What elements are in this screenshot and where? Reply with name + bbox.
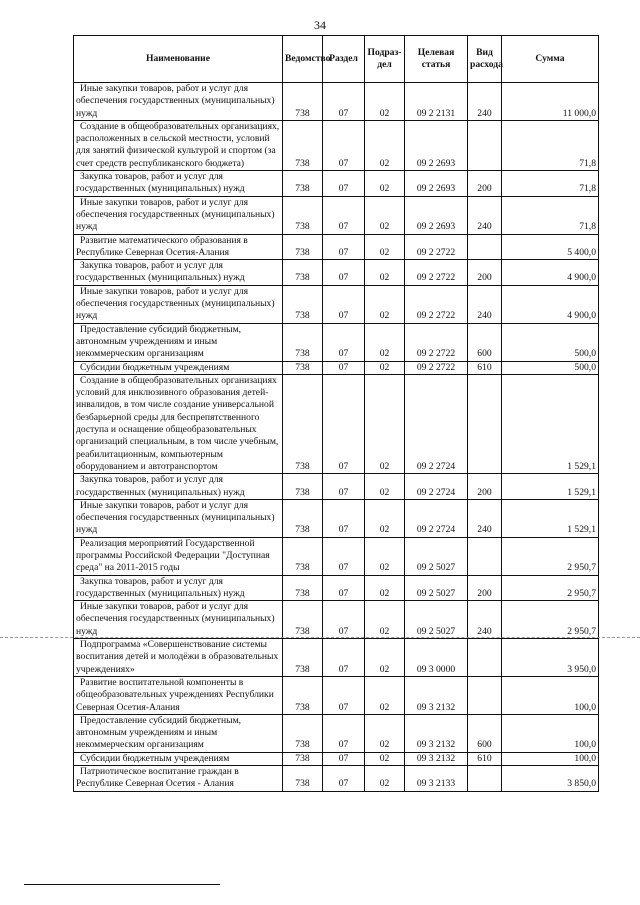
budget-table	[73, 35, 599, 792]
page-number: 34	[314, 18, 326, 32]
cell-name	[74, 537, 283, 575]
table-row	[74, 676, 599, 714]
cell-subsection: 02	[365, 361, 405, 374]
cell-dept: 738	[283, 234, 323, 260]
row-name-text: Субсидии бюджетным учреждениям	[80, 752, 230, 764]
cell-subsection: 02	[365, 374, 405, 473]
cell-name	[74, 601, 283, 639]
cell-target: 09 2 2131	[405, 83, 468, 121]
cell-section: 07	[323, 676, 365, 714]
table-row	[74, 234, 599, 260]
cell-section: 07	[323, 766, 365, 792]
cell-name	[74, 171, 283, 197]
header-target: Целевая статья	[405, 36, 468, 83]
cell-target: 09 3 2132	[405, 752, 468, 765]
cell-section: 07	[323, 234, 365, 260]
header-name: Наименование	[74, 36, 283, 83]
cell-section: 07	[323, 171, 365, 197]
cell-target: 09 2 2722	[405, 260, 468, 286]
row-name-text: Иные закупки товаров, работ и услуг для обеспечения государственных (муниципальных) нужд	[76, 601, 275, 637]
cell-subsection: 02	[365, 120, 405, 170]
cell-sum: 5 400,0	[502, 234, 599, 260]
row-name-text: Предоставление субсидий бюджетным, автономным учреждениям и иным некоммерческим организациям	[76, 714, 242, 751]
cell-sum: 100,0	[502, 676, 599, 714]
header-exp-type: Вид расхода	[468, 36, 502, 83]
row-name-text: Реализация мероприятий Государственной программы Российской Федерации "Доступная среда" на 2011-2015 годы	[76, 537, 270, 574]
header-dept: Ведомство	[283, 36, 323, 83]
cell-sum: 100,0	[502, 714, 599, 752]
table-row	[74, 361, 599, 374]
cell-section: 07	[323, 285, 365, 323]
cell-target: 09 2 2722	[405, 285, 468, 323]
scan-dash-line	[0, 637, 640, 638]
cell-name	[74, 285, 283, 323]
row-name-text: Закупка товаров, работ и услуг для государственных (муниципальных) нужд	[76, 474, 245, 498]
cell-name	[74, 714, 283, 752]
cell-sum: 4 900,0	[502, 285, 599, 323]
cell-exp-type: 610	[468, 361, 502, 374]
cell-dept: 738	[283, 83, 323, 121]
cell-dept: 738	[283, 474, 323, 500]
cell-dept: 738	[283, 196, 323, 234]
cell-dept: 738	[283, 714, 323, 752]
cell-subsection: 02	[365, 766, 405, 792]
cell-subsection: 02	[365, 714, 405, 752]
cell-section: 07	[323, 361, 365, 374]
cell-target: 09 2 2722	[405, 234, 468, 260]
cell-section: 07	[323, 601, 365, 639]
cell-name	[74, 234, 283, 260]
cell-dept: 738	[283, 575, 323, 601]
cell-exp-type: 240	[468, 196, 502, 234]
cell-exp-type	[468, 374, 502, 473]
cell-name	[74, 752, 283, 765]
cell-exp-type	[468, 537, 502, 575]
cell-sum: 3 850,0	[502, 766, 599, 792]
table-row	[74, 323, 599, 361]
cell-exp-type: 240	[468, 499, 502, 537]
cell-subsection: 02	[365, 499, 405, 537]
cell-subsection: 02	[365, 474, 405, 500]
cell-sum: 71,8	[502, 196, 599, 234]
cell-dept: 738	[283, 323, 323, 361]
cell-subsection: 02	[365, 601, 405, 639]
cell-dept: 738	[283, 676, 323, 714]
table-row	[74, 260, 599, 286]
header-section: Раздел	[323, 36, 365, 83]
table-body	[74, 83, 599, 792]
cell-sum: 2 950,7	[502, 575, 599, 601]
cell-sum: 11 000,0	[502, 83, 599, 121]
cell-name	[74, 361, 283, 374]
cell-sum: 71,8	[502, 171, 599, 197]
cell-section: 07	[323, 260, 365, 286]
cell-subsection: 02	[365, 234, 405, 260]
cell-name	[74, 260, 283, 286]
cell-dept: 738	[283, 752, 323, 765]
cell-exp-type: 240	[468, 83, 502, 121]
cell-exp-type	[468, 766, 502, 792]
row-name-text: Развитие математического образования в Республике Северная Осетия-Алания	[76, 234, 248, 258]
cell-dept: 738	[283, 499, 323, 537]
cell-sum: 1 529,1	[502, 499, 599, 537]
row-name-text: Закупка товаров, работ и услуг для государственных (муниципальных) нужд	[76, 171, 245, 195]
table-header-row	[74, 36, 599, 83]
cell-sum: 71,8	[502, 120, 599, 170]
cell-target: 09 2 2724	[405, 374, 468, 473]
header-sum: Сумма	[502, 36, 599, 83]
cell-target: 09 2 2722	[405, 361, 468, 374]
cell-section: 07	[323, 575, 365, 601]
cell-section: 07	[323, 537, 365, 575]
cell-dept: 738	[283, 374, 323, 473]
cell-name	[74, 575, 283, 601]
row-name-text: Иные закупки товаров, работ и услуг для обеспечения государственных (муниципальных) нужд	[76, 196, 275, 233]
table-row	[74, 766, 599, 792]
row-name-text: Закупка товаров, работ и услуг для государственных (муниципальных) нужд	[76, 575, 245, 599]
row-name-text: Предоставление субсидий бюджетным, автономным учреждениям и иным некоммерческим организациям	[76, 323, 242, 360]
table-row	[74, 83, 599, 121]
cell-subsection: 02	[365, 537, 405, 575]
cell-dept: 738	[283, 537, 323, 575]
cell-exp-type: 200	[468, 260, 502, 286]
header-subsection: Подраз-дел	[365, 36, 405, 83]
cell-sum: 500,0	[502, 361, 599, 374]
cell-exp-type	[468, 120, 502, 170]
cell-subsection: 02	[365, 83, 405, 121]
cell-subsection: 02	[365, 323, 405, 361]
cell-dept: 738	[283, 260, 323, 286]
cell-subsection: 02	[365, 196, 405, 234]
cell-sum: 100,0	[502, 752, 599, 765]
cell-sum: 2 950,7	[502, 537, 599, 575]
cell-name	[74, 639, 283, 677]
table-row	[74, 499, 599, 537]
cell-name	[74, 323, 283, 361]
row-name-text: Субсидии бюджетным учреждениям	[80, 361, 230, 373]
cell-target: 09 2 2724	[405, 499, 468, 537]
cell-exp-type: 610	[468, 752, 502, 765]
table-row	[74, 537, 599, 575]
cell-subsection: 02	[365, 639, 405, 677]
cell-exp-type: 600	[468, 714, 502, 752]
table-row	[74, 575, 599, 601]
table-row	[74, 374, 599, 473]
table-row	[74, 120, 599, 170]
cell-target: 09 3 2132	[405, 714, 468, 752]
cell-exp-type	[468, 234, 502, 260]
row-name-text: Закупка товаров, работ и услуг для государственных (муниципальных) нужд	[76, 260, 245, 284]
row-name-text: Иные закупки товаров, работ и услуг для обеспечения государственных (муниципальных) нужд	[76, 285, 275, 322]
row-name-text: Развитие воспитательной компоненты в общеобразовательных учреждениях Республики Северная Осетия-Алания	[76, 676, 274, 713]
cell-sum: 1 529,1	[502, 374, 599, 473]
cell-target: 09 2 2693	[405, 120, 468, 170]
cell-exp-type: 200	[468, 575, 502, 601]
cell-subsection: 02	[365, 260, 405, 286]
cell-target: 09 2 2724	[405, 474, 468, 500]
cell-section: 07	[323, 474, 365, 500]
cell-subsection: 02	[365, 676, 405, 714]
cell-name	[74, 676, 283, 714]
cell-target: 09 2 2722	[405, 323, 468, 361]
cell-name	[74, 474, 283, 500]
table-row	[74, 285, 599, 323]
cell-dept: 738	[283, 120, 323, 170]
cell-exp-type	[468, 639, 502, 677]
table-row	[74, 714, 599, 752]
cell-target: 09 3 2133	[405, 766, 468, 792]
cell-subsection: 02	[365, 575, 405, 601]
cell-sum: 500,0	[502, 323, 599, 361]
cell-sum: 3 950,0	[502, 639, 599, 677]
row-name-text: Патриотическое воспитание граждан в Республике Северная Осетия - Алания	[76, 766, 239, 790]
cell-section: 07	[323, 374, 365, 473]
cell-target: 09 2 2693	[405, 171, 468, 197]
cell-target: 09 3 2132	[405, 676, 468, 714]
cell-dept: 738	[283, 361, 323, 374]
cell-target: 09 2 5027	[405, 575, 468, 601]
cell-section: 07	[323, 323, 365, 361]
cell-exp-type: 240	[468, 285, 502, 323]
cell-target: 09 2 5027	[405, 537, 468, 575]
cell-section: 07	[323, 639, 365, 677]
table-row	[74, 474, 599, 500]
cell-section: 07	[323, 120, 365, 170]
cell-dept: 738	[283, 601, 323, 639]
table-row	[74, 196, 599, 234]
cell-name	[74, 374, 283, 473]
cell-sum: 1 529,1	[502, 474, 599, 500]
cell-dept: 738	[283, 639, 323, 677]
table-row	[74, 171, 599, 197]
cell-name	[74, 83, 283, 121]
row-name-text: Создание в общеобразовательных организациях условий для инклюзивного образования детей-инвалидов, в том числе создание универсальной безбарьерной среды для беспрепятственного доступа и оснащение общеобразовательных организаций специальным, в том числе учебным, реабилитационным, компьютерным оборудованием и автотранспортом	[76, 374, 279, 472]
cell-name	[74, 499, 283, 537]
row-name-text: Иные закупки товаров, работ и услуг для обеспечения государственных (муниципальных) нужд	[76, 83, 275, 119]
cell-section: 07	[323, 83, 365, 121]
table-row	[74, 601, 599, 639]
cell-section: 07	[323, 752, 365, 765]
table-row	[74, 639, 599, 677]
cell-sum: 4 900,0	[502, 260, 599, 286]
cell-subsection: 02	[365, 752, 405, 765]
footnote-separator	[24, 884, 220, 885]
cell-target: 09 2 2693	[405, 196, 468, 234]
cell-exp-type: 600	[468, 323, 502, 361]
cell-exp-type: 200	[468, 171, 502, 197]
cell-target: 09 3 0000	[405, 639, 468, 677]
cell-exp-type: 200	[468, 474, 502, 500]
row-name-text: Иные закупки товаров, работ и услуг для обеспечения государственных (муниципальных) нужд	[76, 499, 275, 536]
cell-sum: 2 950,7	[502, 601, 599, 639]
cell-target: 09 2 5027	[405, 601, 468, 639]
cell-name	[74, 120, 283, 170]
cell-dept: 738	[283, 171, 323, 197]
cell-section: 07	[323, 714, 365, 752]
cell-subsection: 02	[365, 285, 405, 323]
cell-subsection: 02	[365, 171, 405, 197]
cell-section: 07	[323, 196, 365, 234]
cell-exp-type: 240	[468, 601, 502, 639]
cell-name	[74, 196, 283, 234]
table-row	[74, 752, 599, 765]
cell-dept: 738	[283, 285, 323, 323]
cell-name	[74, 766, 283, 792]
row-name-text: Подпрограмма «Совершенствование системы воспитания детей и молодёжи в образовательных учреждениях»	[76, 639, 279, 675]
row-name-text: Создание в общеобразовательных организациях, расположенных в сельской местности, условий для занятий физической культурой и спортом (за счет средств республиканского бюджета)	[76, 120, 280, 169]
cell-dept: 738	[283, 766, 323, 792]
cell-exp-type	[468, 676, 502, 714]
cell-section: 07	[323, 499, 365, 537]
